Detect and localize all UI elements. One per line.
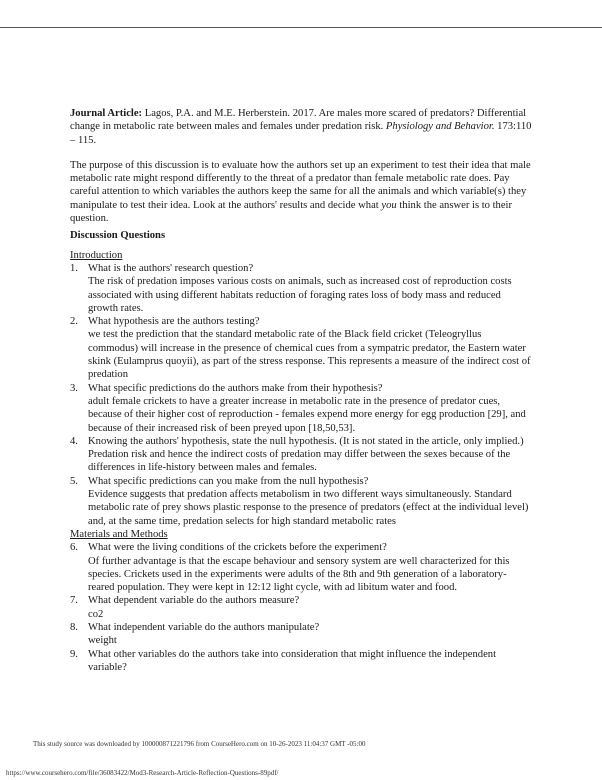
- question: What were the living conditions of the crickets before the experiment?: [88, 542, 387, 554]
- item-number: 4.: [70, 435, 78, 447]
- source-url[interactable]: https://www.coursehero.com/file/36083422/Mod3-Research-Article-Reflection-Questions-89pdf/: [6, 769, 279, 777]
- item-number: 3.: [70, 382, 78, 394]
- question: What specific predictions do the authors make from their hypothesis?: [88, 382, 383, 394]
- citation: [70, 107, 532, 147]
- answer: The risk of predation imposes various costs on animals, such as increased cost of reproduction costs associated with using different habitats reduction of foraging rates loss of body mass and reduced growth rates.: [88, 276, 512, 314]
- top-rule: [0, 27, 602, 28]
- question: What specific predictions can you make from the null hypothesis?: [88, 475, 369, 487]
- section-materials-methods: Materials and Methods: [70, 528, 168, 540]
- answer: weight: [88, 635, 117, 647]
- list-item: [70, 594, 532, 621]
- intro-list: [70, 262, 532, 528]
- citation-journal: Physiology and Behavior.: [385, 121, 495, 133]
- list-item: [70, 621, 532, 648]
- download-notice: This study source was downloaded by 100000871221796 from CourseHero.com on 10-26-2023 11:04:37 GMT -05:00: [33, 740, 366, 748]
- answer: Predation risk and hence the indirect costs of predation may differ between the sexes because of the differences in life-history between males and females.: [88, 449, 511, 474]
- list-item: [70, 315, 532, 381]
- question: What is the authors' research question?: [88, 262, 254, 274]
- purpose-text-end: think the answer is to their question.: [70, 199, 513, 225]
- answer: co2: [88, 608, 104, 620]
- list-item: [70, 435, 532, 475]
- item-number: 8.: [70, 621, 78, 633]
- answer: adult female crickets to have a greater increase in metabolic rate in the presence of predator cues, because of their higher cost of reproduction - females expend more energy for egg production [29], and because of their increased risk of been preyed upon [18,50,53].: [88, 395, 526, 434]
- citation-pages: 173:110 – 115.: [70, 121, 532, 146]
- item-number: 9.: [70, 648, 78, 660]
- list-item: [70, 382, 532, 435]
- purpose-text: The purpose of this discussion is to evaluate how the authors set up an experiment to test their idea that male metabolic rate might respond differently to the threat of a predator than female metabolic rate does. Pay careful attention to which variables the authors keep the same for all the animals and which variable(s) they manipulate to test their idea. Look at the authors' results and decide what: [70, 159, 531, 211]
- answer: Evidence suggests that predation affects metabolism in two different ways simultaneously. Standard metabolic rate of prey shows plastic response to the presence of predators (effect at the individual level) and, at the same time, predation selects for high standard metabolic rates: [88, 489, 529, 527]
- item-number: 7.: [70, 595, 78, 607]
- section-introduction: Introduction: [70, 249, 123, 261]
- list-item: [70, 541, 532, 594]
- list-item: [70, 648, 532, 675]
- question: What independent variable do the authors manipulate?: [88, 621, 320, 633]
- purpose-emphasis: you: [381, 199, 397, 211]
- question: Knowing the authors' hypothesis, state the null hypothesis. (It is not stated in the article, only implied.): [88, 435, 524, 447]
- answer: we test the prediction that the standard metabolic rate of the Black field cricket (Teleogryllus commodus) will increase in the presence of chemical cues from a sympatric predator, the Eastern water skink (Eulamprus quoyii), as part of the stress response. This represents a measure of the indirect cost of predation: [88, 329, 531, 381]
- citation-label: Journal Article:: [70, 108, 143, 119]
- document-body: [70, 107, 532, 674]
- question: What dependent variable do the authors measure?: [88, 595, 300, 607]
- item-number: 1.: [70, 262, 78, 274]
- list-item: [70, 262, 532, 315]
- purpose-paragraph: [70, 159, 532, 225]
- list-item: [70, 475, 532, 528]
- methods-list: [70, 541, 532, 674]
- item-number: 5.: [70, 475, 78, 487]
- item-number: 2.: [70, 316, 78, 328]
- discussion-heading: Discussion Questions: [70, 230, 166, 242]
- item-number: 6.: [70, 542, 78, 554]
- citation-text: Lagos, P.A. and M.E. Herberstein. 2017. Are males more scared of predators? Differential change in metabolic rate between males and females under predation risk.: [70, 108, 527, 133]
- answer: Of further advantage is that the escape behaviour and sensory system are well characterized for this species. Crickets used in the experiments were adults of the 8th and 9th generation of a laboratory-reared population. They were kept in 12:12 light cycle, with ad libitum water and food.: [88, 555, 510, 594]
- question: What other variables do the authors take into consideration that might influence the independent variable?: [88, 648, 497, 673]
- question: What hypothesis are the authors testing?: [88, 316, 260, 328]
